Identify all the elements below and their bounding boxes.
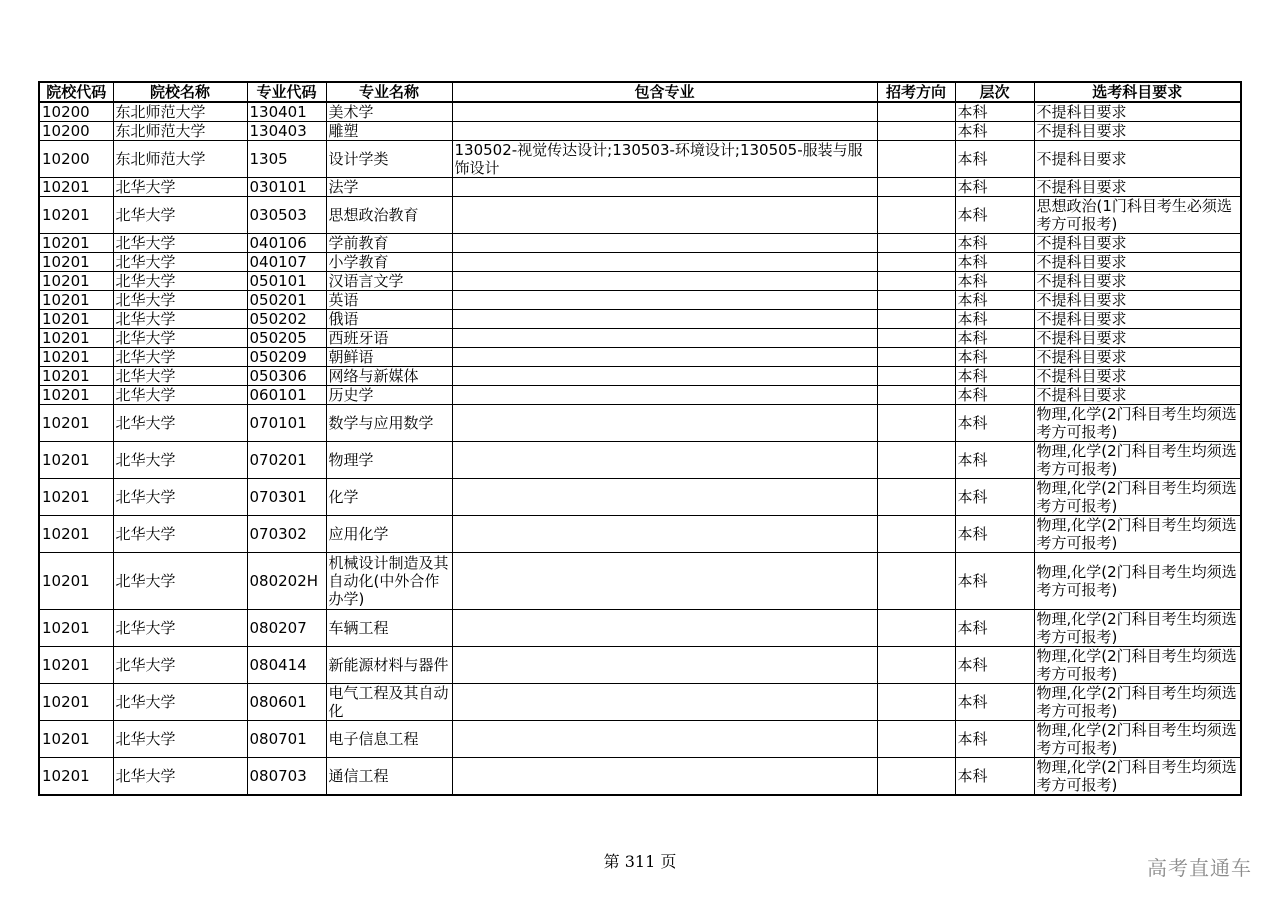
table-row	[39, 516, 1241, 553]
table-row	[39, 386, 1241, 405]
table-row	[39, 758, 1241, 796]
cell-major-code: 030503	[247, 197, 326, 234]
cell-major-code: 070201	[247, 442, 326, 479]
cell-school-code: 10201	[39, 329, 113, 348]
cell-major-name: 设计学类	[326, 141, 452, 178]
cell-school-code: 10201	[39, 197, 113, 234]
cell-school-code: 10201	[39, 758, 113, 796]
cell-school-name: 北华大学	[113, 442, 247, 479]
cell-major-code: 050202	[247, 310, 326, 329]
cell-school-name: 北华大学	[113, 253, 247, 272]
cell-subject-requirement: 不提科目要求	[1034, 178, 1241, 197]
cell-major-code: 060101	[247, 386, 326, 405]
cell-school-code: 10201	[39, 348, 113, 367]
cell-included-majors	[452, 197, 877, 234]
cell-direction	[877, 272, 955, 291]
cell-major-name: 网络与新媒体	[326, 367, 452, 386]
cell-included-majors	[452, 405, 877, 442]
cell-major-name: 学前教育	[326, 234, 452, 253]
cell-included-majors	[452, 684, 877, 721]
table-row	[39, 647, 1241, 684]
cell-level: 本科	[955, 442, 1034, 479]
cell-school-code: 10201	[39, 516, 113, 553]
cell-major-code: 050306	[247, 367, 326, 386]
cell-subject-requirement: 物理,化学(2门科目考生均须选考方可报考)	[1034, 758, 1241, 796]
table-row	[39, 102, 1241, 122]
header-direction: 招考方向	[877, 82, 955, 102]
cell-level: 本科	[955, 348, 1034, 367]
cell-school-name: 北华大学	[113, 367, 247, 386]
cell-subject-requirement: 思想政治(1门科目考生必须选考方可报考)	[1034, 197, 1241, 234]
cell-subject-requirement: 不提科目要求	[1034, 386, 1241, 405]
cell-subject-requirement: 物理,化学(2门科目考生均须选考方可报考)	[1034, 721, 1241, 758]
cell-direction	[877, 291, 955, 310]
table-row	[39, 348, 1241, 367]
cell-major-code: 080703	[247, 758, 326, 796]
table-row	[39, 684, 1241, 721]
cell-level: 本科	[955, 122, 1034, 141]
cell-school-code: 10201	[39, 253, 113, 272]
table-row	[39, 367, 1241, 386]
table-row	[39, 610, 1241, 647]
cell-subject-requirement: 物理,化学(2门科目考生均须选考方可报考)	[1034, 553, 1241, 610]
cell-direction	[877, 348, 955, 367]
cell-school-name: 北华大学	[113, 348, 247, 367]
cell-subject-requirement: 不提科目要求	[1034, 122, 1241, 141]
admission-table	[38, 81, 1242, 796]
cell-included-majors	[452, 610, 877, 647]
cell-major-name: 机械设计制造及其自动化(中外合作办学)	[326, 553, 452, 610]
cell-school-code: 10200	[39, 102, 113, 122]
cell-school-code: 10201	[39, 442, 113, 479]
cell-major-code: 070101	[247, 405, 326, 442]
cell-subject-requirement: 不提科目要求	[1034, 367, 1241, 386]
cell-school-code: 10200	[39, 141, 113, 178]
cell-included-majors	[452, 479, 877, 516]
cell-included-majors	[452, 234, 877, 253]
cell-subject-requirement: 物理,化学(2门科目考生均须选考方可报考)	[1034, 405, 1241, 442]
cell-included-majors	[452, 348, 877, 367]
cell-included-majors: 130502-视觉传达设计;130503-环境设计;130505-服装与服饰设计	[452, 141, 877, 178]
cell-school-name: 北华大学	[113, 758, 247, 796]
cell-level: 本科	[955, 479, 1034, 516]
cell-included-majors	[452, 102, 877, 122]
table-row	[39, 405, 1241, 442]
cell-school-name: 北华大学	[113, 647, 247, 684]
cell-school-code: 10201	[39, 291, 113, 310]
table-row	[39, 721, 1241, 758]
cell-school-name: 北华大学	[113, 610, 247, 647]
cell-subject-requirement: 不提科目要求	[1034, 234, 1241, 253]
cell-major-name: 历史学	[326, 386, 452, 405]
cell-school-name: 东北师范大学	[113, 122, 247, 141]
cell-major-name: 小学教育	[326, 253, 452, 272]
header-major-name: 专业名称	[326, 82, 452, 102]
cell-level: 本科	[955, 647, 1034, 684]
cell-direction	[877, 647, 955, 684]
cell-direction	[877, 102, 955, 122]
cell-direction	[877, 442, 955, 479]
cell-included-majors	[452, 291, 877, 310]
cell-major-name: 英语	[326, 291, 452, 310]
cell-direction	[877, 516, 955, 553]
cell-level: 本科	[955, 102, 1034, 122]
cell-major-code: 130403	[247, 122, 326, 141]
cell-major-code: 050201	[247, 291, 326, 310]
cell-subject-requirement: 物理,化学(2门科目考生均须选考方可报考)	[1034, 516, 1241, 553]
cell-subject-requirement: 不提科目要求	[1034, 141, 1241, 178]
cell-direction	[877, 141, 955, 178]
cell-level: 本科	[955, 386, 1034, 405]
cell-school-code: 10201	[39, 234, 113, 253]
table-row	[39, 234, 1241, 253]
cell-subject-requirement: 物理,化学(2门科目考生均须选考方可报考)	[1034, 610, 1241, 647]
cell-subject-requirement: 不提科目要求	[1034, 348, 1241, 367]
table-header-row	[39, 82, 1241, 102]
cell-subject-requirement: 不提科目要求	[1034, 291, 1241, 310]
cell-level: 本科	[955, 367, 1034, 386]
cell-subject-requirement: 物理,化学(2门科目考生均须选考方可报考)	[1034, 684, 1241, 721]
cell-level: 本科	[955, 329, 1034, 348]
cell-level: 本科	[955, 141, 1034, 178]
cell-included-majors	[452, 253, 877, 272]
cell-major-name: 数学与应用数学	[326, 405, 452, 442]
table-row	[39, 272, 1241, 291]
cell-major-name: 新能源材料与器件	[326, 647, 452, 684]
cell-major-name: 西班牙语	[326, 329, 452, 348]
cell-direction	[877, 684, 955, 721]
header-level: 层次	[955, 82, 1034, 102]
cell-level: 本科	[955, 721, 1034, 758]
cell-level: 本科	[955, 253, 1034, 272]
table-row	[39, 310, 1241, 329]
cell-major-code: 080601	[247, 684, 326, 721]
cell-direction	[877, 758, 955, 796]
table-row	[39, 253, 1241, 272]
table-row	[39, 329, 1241, 348]
cell-included-majors	[452, 647, 877, 684]
cell-major-code: 070302	[247, 516, 326, 553]
cell-direction	[877, 386, 955, 405]
cell-level: 本科	[955, 178, 1034, 197]
cell-level: 本科	[955, 291, 1034, 310]
cell-school-code: 10201	[39, 553, 113, 610]
header-included-majors: 包含专业	[452, 82, 877, 102]
cell-school-name: 北华大学	[113, 329, 247, 348]
cell-subject-requirement: 不提科目要求	[1034, 253, 1241, 272]
cell-school-name: 北华大学	[113, 553, 247, 610]
cell-major-name: 电子信息工程	[326, 721, 452, 758]
cell-school-name: 北华大学	[113, 178, 247, 197]
header-school-code: 院校代码	[39, 82, 113, 102]
table-row	[39, 122, 1241, 141]
cell-level: 本科	[955, 516, 1034, 553]
cell-included-majors	[452, 310, 877, 329]
cell-subject-requirement: 物理,化学(2门科目考生均须选考方可报考)	[1034, 442, 1241, 479]
cell-included-majors	[452, 553, 877, 610]
cell-level: 本科	[955, 272, 1034, 291]
cell-level: 本科	[955, 310, 1034, 329]
cell-school-code: 10201	[39, 178, 113, 197]
cell-school-code: 10201	[39, 405, 113, 442]
cell-school-name: 东北师范大学	[113, 141, 247, 178]
table-row	[39, 479, 1241, 516]
cell-major-code: 050209	[247, 348, 326, 367]
cell-level: 本科	[955, 405, 1034, 442]
cell-school-code: 10200	[39, 122, 113, 141]
cell-included-majors	[452, 721, 877, 758]
cell-direction	[877, 253, 955, 272]
cell-major-code: 130401	[247, 102, 326, 122]
cell-school-code: 10201	[39, 610, 113, 647]
cell-school-code: 10201	[39, 647, 113, 684]
cell-direction	[877, 197, 955, 234]
cell-direction	[877, 479, 955, 516]
cell-major-code: 080414	[247, 647, 326, 684]
cell-school-name: 北华大学	[113, 516, 247, 553]
cell-major-name: 物理学	[326, 442, 452, 479]
table-row	[39, 442, 1241, 479]
cell-school-code: 10201	[39, 310, 113, 329]
cell-major-code: 040107	[247, 253, 326, 272]
cell-direction	[877, 405, 955, 442]
cell-major-code: 070301	[247, 479, 326, 516]
cell-major-code: 040106	[247, 234, 326, 253]
cell-school-name: 北华大学	[113, 272, 247, 291]
cell-included-majors	[452, 122, 877, 141]
table-row	[39, 553, 1241, 610]
cell-direction	[877, 367, 955, 386]
cell-school-code: 10201	[39, 684, 113, 721]
table-row	[39, 141, 1241, 178]
cell-direction	[877, 553, 955, 610]
cell-school-name: 北华大学	[113, 405, 247, 442]
cell-subject-requirement: 物理,化学(2门科目考生均须选考方可报考)	[1034, 479, 1241, 516]
table-row	[39, 197, 1241, 234]
cell-direction	[877, 610, 955, 647]
cell-included-majors	[452, 758, 877, 796]
header-major-code: 专业代码	[247, 82, 326, 102]
cell-major-name: 美术学	[326, 102, 452, 122]
cell-school-name: 北华大学	[113, 291, 247, 310]
cell-major-code: 030101	[247, 178, 326, 197]
cell-direction	[877, 721, 955, 758]
cell-direction	[877, 329, 955, 348]
cell-school-code: 10201	[39, 386, 113, 405]
cell-direction	[877, 310, 955, 329]
cell-school-name: 北华大学	[113, 197, 247, 234]
header-subject-requirement: 选考科目要求	[1034, 82, 1241, 102]
cell-included-majors	[452, 516, 877, 553]
cell-major-code: 080207	[247, 610, 326, 647]
cell-major-name: 应用化学	[326, 516, 452, 553]
cell-major-name: 电气工程及其自动化	[326, 684, 452, 721]
cell-major-code: 080202H	[247, 553, 326, 610]
cell-school-name: 北华大学	[113, 721, 247, 758]
cell-major-name: 汉语言文学	[326, 272, 452, 291]
cell-major-name: 朝鲜语	[326, 348, 452, 367]
cell-school-name: 北华大学	[113, 684, 247, 721]
cell-level: 本科	[955, 610, 1034, 647]
cell-level: 本科	[955, 684, 1034, 721]
cell-school-name: 北华大学	[113, 310, 247, 329]
cell-school-code: 10201	[39, 367, 113, 386]
cell-major-name: 通信工程	[326, 758, 452, 796]
cell-included-majors	[452, 442, 877, 479]
cell-major-name: 俄语	[326, 310, 452, 329]
cell-school-code: 10201	[39, 479, 113, 516]
cell-major-name: 思想政治教育	[326, 197, 452, 234]
cell-major-name: 法学	[326, 178, 452, 197]
cell-direction	[877, 122, 955, 141]
table-row	[39, 178, 1241, 197]
cell-subject-requirement: 不提科目要求	[1034, 310, 1241, 329]
cell-level: 本科	[955, 553, 1034, 610]
cell-level: 本科	[955, 758, 1034, 796]
cell-major-code: 050101	[247, 272, 326, 291]
cell-school-code: 10201	[39, 272, 113, 291]
cell-major-code: 050205	[247, 329, 326, 348]
cell-included-majors	[452, 178, 877, 197]
cell-school-name: 东北师范大学	[113, 102, 247, 122]
cell-level: 本科	[955, 197, 1034, 234]
cell-direction	[877, 234, 955, 253]
cell-included-majors	[452, 329, 877, 348]
cell-major-name: 化学	[326, 479, 452, 516]
cell-included-majors	[452, 367, 877, 386]
watermark-logo-text: 高考直通车	[1147, 856, 1252, 880]
cell-included-majors	[452, 386, 877, 405]
cell-subject-requirement: 不提科目要求	[1034, 329, 1241, 348]
cell-school-name: 北华大学	[113, 234, 247, 253]
cell-school-code: 10201	[39, 721, 113, 758]
cell-subject-requirement: 不提科目要求	[1034, 102, 1241, 122]
header-school-name: 院校名称	[113, 82, 247, 102]
cell-included-majors	[452, 272, 877, 291]
cell-subject-requirement: 不提科目要求	[1034, 272, 1241, 291]
cell-major-name: 车辆工程	[326, 610, 452, 647]
cell-school-name: 北华大学	[113, 386, 247, 405]
table-row	[39, 291, 1241, 310]
cell-school-name: 北华大学	[113, 479, 247, 516]
cell-direction	[877, 178, 955, 197]
cell-major-code: 080701	[247, 721, 326, 758]
cell-major-code: 1305	[247, 141, 326, 178]
cell-major-name: 雕塑	[326, 122, 452, 141]
cell-subject-requirement: 物理,化学(2门科目考生均须选考方可报考)	[1034, 647, 1241, 684]
cell-level: 本科	[955, 234, 1034, 253]
page-number: 第 311 页	[603, 852, 677, 871]
